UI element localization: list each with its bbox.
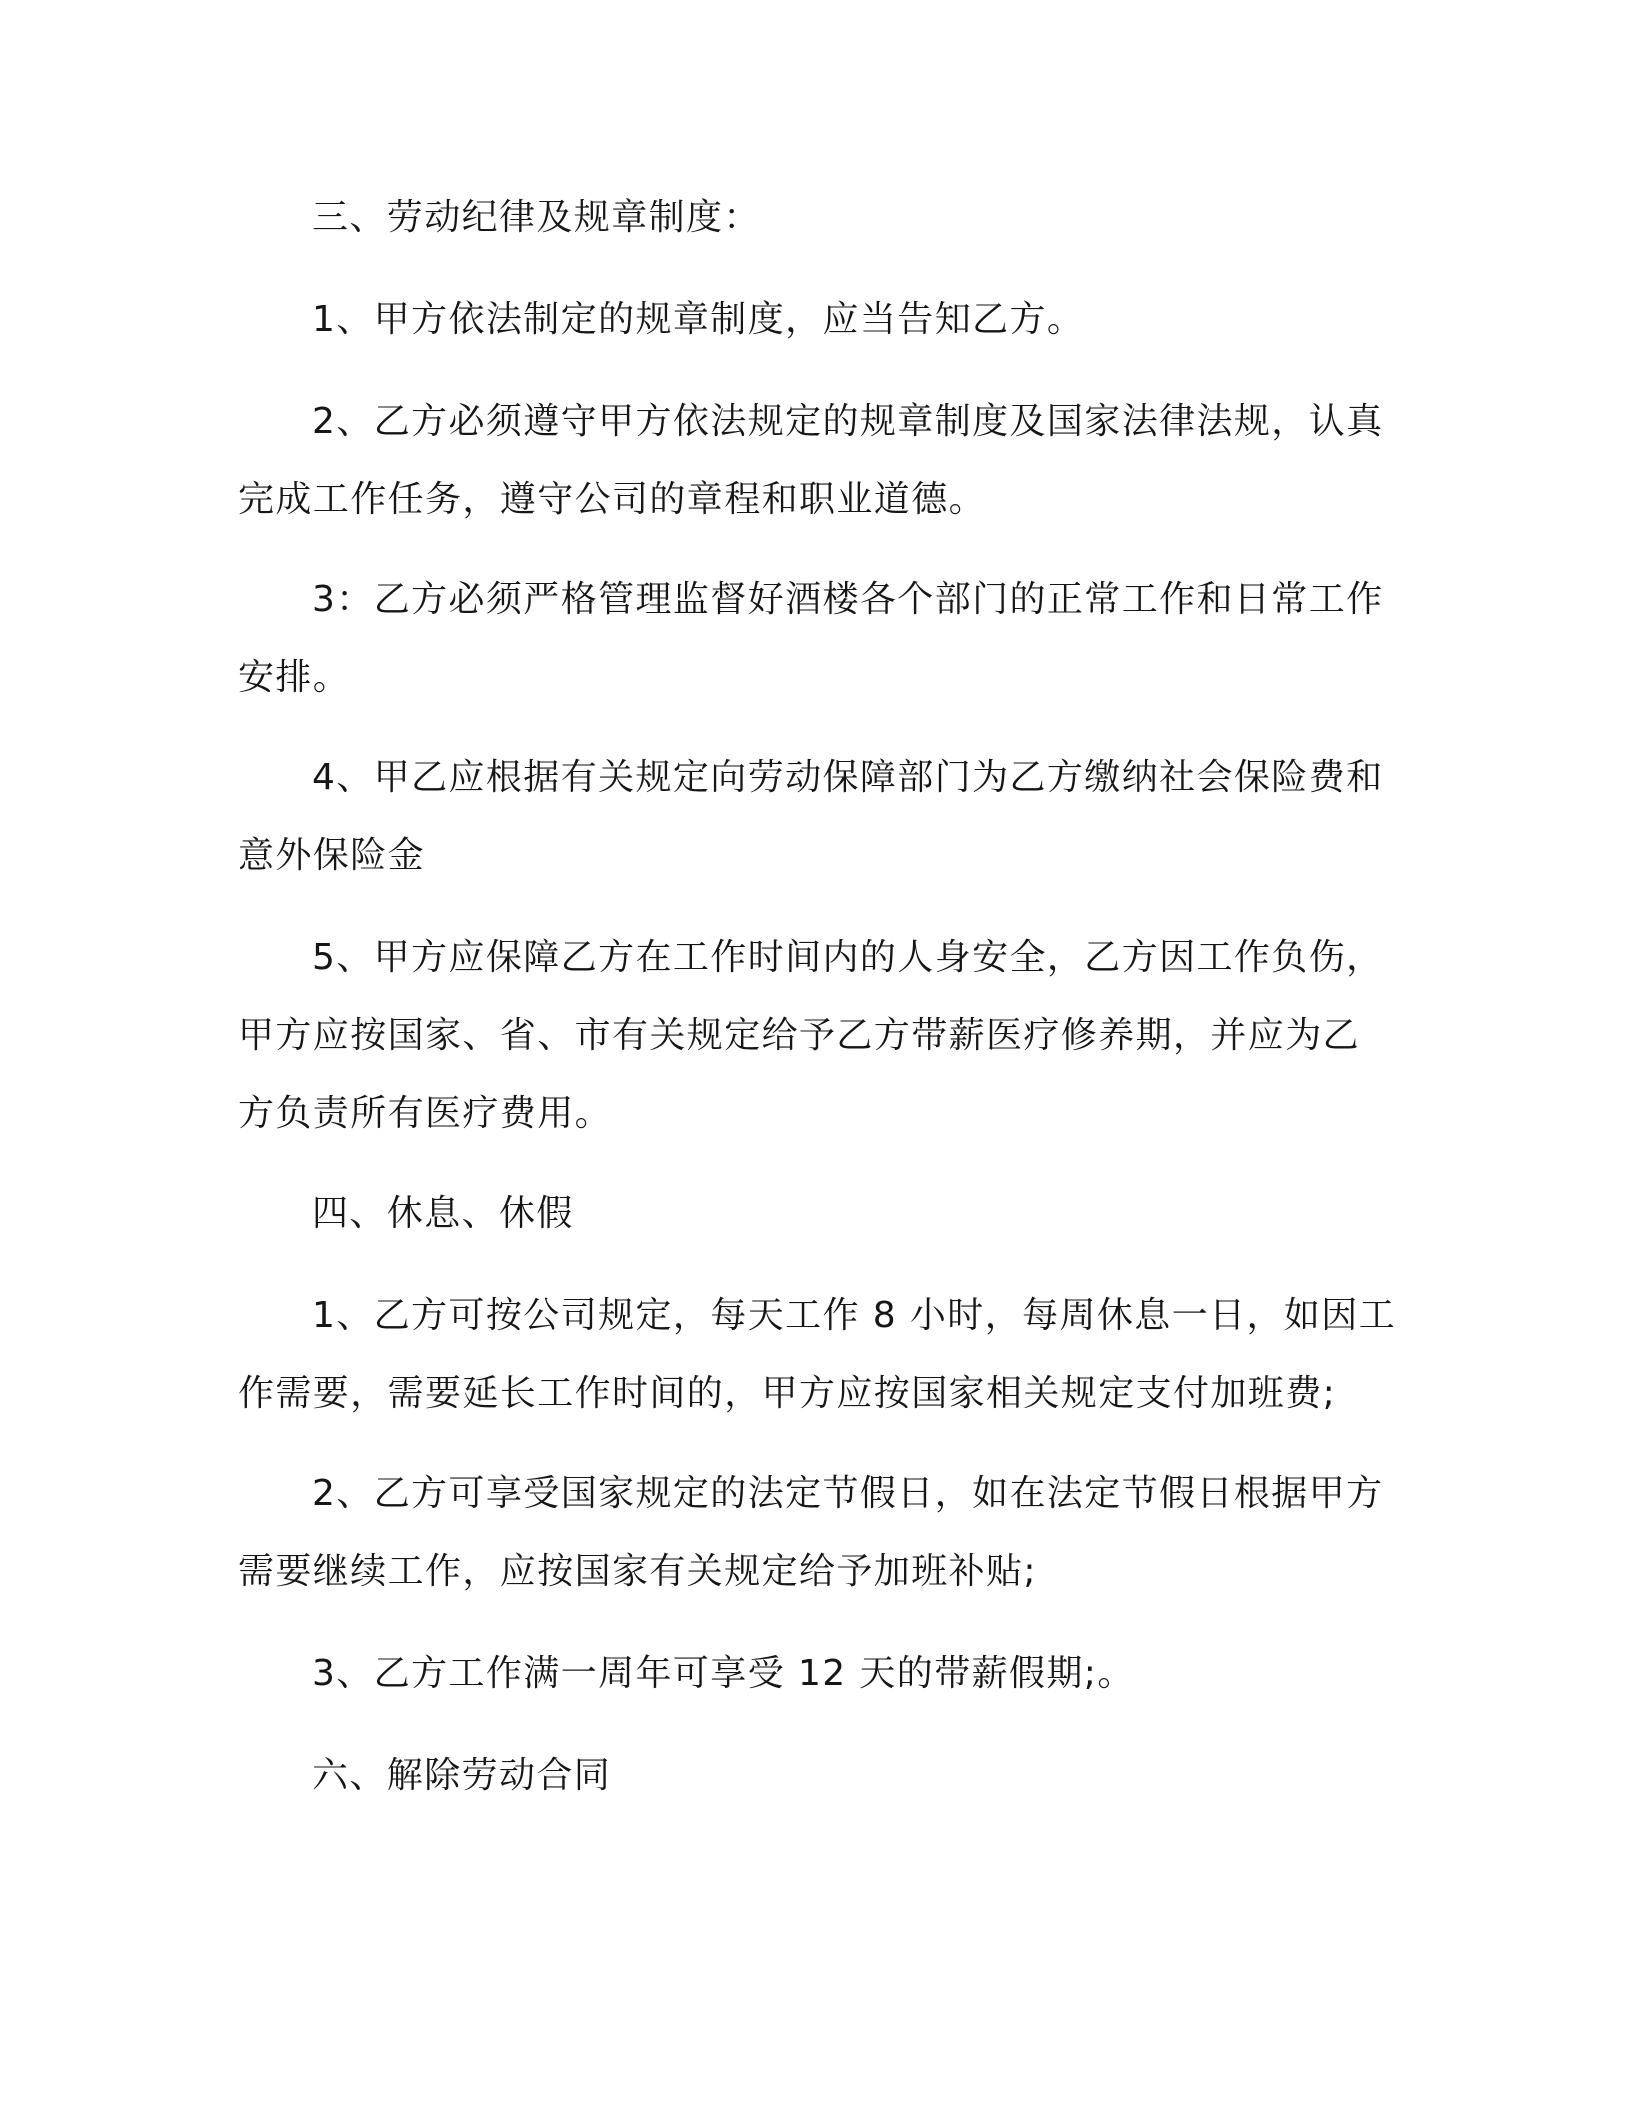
clause-4-3: 3、乙方工作满一周年可享受 12 天的带薪假期;。 — [312, 1653, 1135, 1694]
clause-4-2-line-2: 需要继续工作，应按国家有关规定给予加班补贴; — [238, 1551, 1037, 1592]
clause-3-3-line-2: 安排。 — [238, 657, 351, 698]
clause-3-4-line-2: 意外保险金 — [238, 835, 426, 876]
clause-3-3-line-1: 3：乙方必须严格管理监督好酒楼各个部门的正常工作和日常工作 — [312, 579, 1384, 620]
clause-3-1: 1、甲方依法制定的规章制度，应当告知乙方。 — [312, 299, 1085, 340]
clause-4-1-line-1: 1、乙方可按公司规定，每天工作 8 小时，每周休息一日，如因工 — [312, 1295, 1397, 1336]
clause-3-5-line-1: 5、甲方应保障乙方在工作时间内的人身安全，乙方因工作负伤， — [312, 937, 1384, 978]
section-heading-4: 四、休息、休假 — [312, 1193, 574, 1234]
clause-3-2-line-1: 2、乙方必须遵守甲方依法规定的规章制度及国家法律法规，认真 — [312, 401, 1384, 442]
clause-4-2-line-1: 2、乙方可享受国家规定的法定节假日，如在法定节假日根据甲方 — [312, 1473, 1384, 1514]
clause-3-4-line-1: 4、甲乙应根据有关规定向劳动保障部门为乙方缴纳社会保险费和 — [312, 757, 1384, 798]
section-heading-3: 三、劳动纪律及规章制度： — [312, 197, 761, 238]
clause-3-5-line-2: 甲方应按国家、省、市有关规定给予乙方带薪医疗修养期，并应为乙 — [238, 1015, 1361, 1056]
clause-3-2-line-2: 完成工作任务，遵守公司的章程和职业道德。 — [238, 479, 987, 520]
clause-3-5-line-3: 方负责所有医疗费用。 — [238, 1093, 613, 1134]
section-heading-6: 六、解除劳动合同 — [312, 1755, 612, 1796]
clause-4-1-line-2: 作需要，需要延长工作时间的，甲方应按国家相关规定支付加班费; — [238, 1373, 1337, 1414]
